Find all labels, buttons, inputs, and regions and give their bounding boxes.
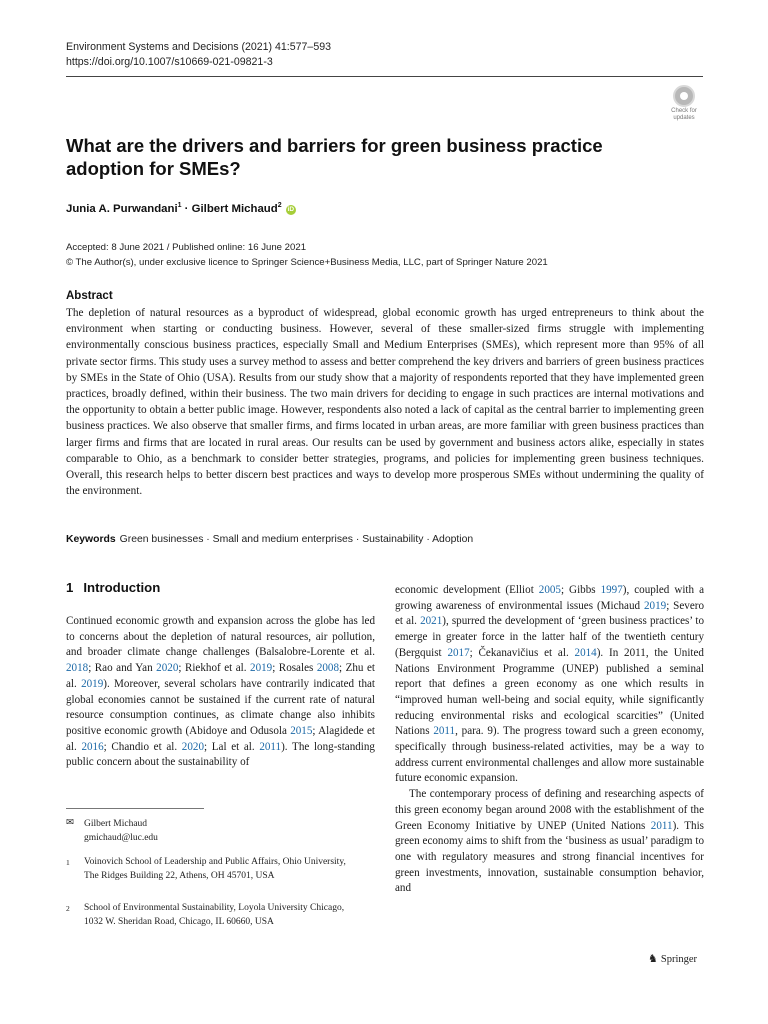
orcid-icon[interactable]: iD [287,205,295,213]
springer-horse-icon: ♞ [648,953,658,965]
intro-paragraph-1: Continued economic growth and expansion across the globe has led to concerns about the depletion of natural resources, air pollution, and broader climate change challenges (Balsalobre-Lorente et al. 2018; Rao and Yan 2020; Riekhof et al. 2019; Rosales 2008; Zhu et al. 2019). Moreover, several scholars have contrarily indicated that global economies cannot be sustained if the current rate of natural resource consumption continues, as climate change also inhibits positive economic growth (Abidoye and Odusola 2015; Alagidede et al. 2016; Chandio et al. 2020; Lal et al. 2011). The long-standing public concern about the sustainability of [66,615,375,769]
citation-link[interactable]: 2018 [66,662,89,675]
author-separator: · [181,202,192,215]
affiliation-2-text: School of Environmental Sustainability, Loyola University Chicago, 1032 W. Sheridan Road, Chicago, IL 60660, USA [84,903,345,927]
journal-citation: Environment Systems and Decisions (2021) 41:577–593 [66,41,331,53]
copyright-line: © The Author(s), under exclusive licence to Springer Science+Business Media, LLC, part of Springer Nature 2021 [66,257,548,268]
section-title: Introduction [83,580,161,595]
accepted-published: Accepted: 8 June 2021 / Published online: 16 June 2021 [66,242,307,253]
check-for-updates-badge[interactable] [664,85,704,123]
check-updates-icon [673,85,695,107]
affiliation-1 [66,856,359,883]
citation-link[interactable]: 2019 [81,677,104,690]
intro-paragraph-continued: economic development (Elliot 2005; Gibbs 1997), coupled with a growing awareness of environmental issues (Michaud 2019; Severo et al. 2021), spurred the development of ‘green business practices’ to emerge in greater force in the latter half of the twentieth century (Bergquist 2017; Čekanavičius et al. 2014). In 2011, the United Nations Environment Programme (UNEP) published a seminal report that defines a green economy as one which results in “improved human well-being and social equity, while significantly reducing environmental risks and ecological scarcities” (United Nations 2011, para. 9). The progress toward such a green economy, specifically through business-related activities, may be a way to address current environmental challenges and allow more sustainable future economic expansion. [395,584,704,785]
citation-link[interactable]: 2011 [433,725,456,738]
envelope-icon: ✉ [66,818,74,828]
right-column [395,583,704,897]
publication-dates [66,240,548,270]
citation-link[interactable]: 2005 [538,584,561,596]
affiliation-1-text: Voinovich School of Leadership and Public Affairs, Ohio University, The Ridges Building 22, Athens, OH 45701, USA [84,857,346,881]
affiliation-2 [66,902,359,929]
left-column [66,614,375,771]
affiliation-2-mark: 2 [66,904,70,913]
abstract-heading: Abstract [66,290,113,302]
footnote-divider [66,808,204,809]
article-title: What are the drivers and barriers for green business practice adoption for SMEs? [66,135,603,179]
citation-link[interactable]: 2017 [447,646,470,659]
keywords-label: Keywords [66,534,116,545]
citation-link[interactable]: 2011 [650,819,673,832]
affiliation-1-mark: 1 [66,858,70,867]
journal-header [66,40,331,70]
keywords-list: Green businesses · Small and medium enterprises · Sustainability · Adoption [119,534,474,545]
doi-link[interactable]: https://doi.org/10.1007/s10669-021-09821-3 [66,56,273,68]
abstract-text: The depletion of natural resources as a byproduct of widespread, global economic growth has urged entrepreneurs to think about the environment when starting or conducting business. However, several of these smaller-sized firms struggle with implementing environmentally conscious business practices, especially Small and Medium Enterprises (SMEs), which represent more than 95% of all private sector firms. This study uses a survey method to assess and better comprehend the key drivers and barriers of green business practices by SMEs in the State of Ohio (USA). Results from our study show that a majority of respondents reported that they have implemented green practices, broadly defined, within their business. The two main drivers for deciding to engage in such practices are internal motivations and the opportunity to obtain a better public image. However, respondents also noted a lack of capital as the central barrier to implementing green business practices. We also observe that smaller firms, and firms located in urban areas, are more familiar with green business practices than larger firms and firms that are located in rural areas. Our results can be used by government and business actors alike, especially in states comparable to Ohio, as a benchmark to consider better strategies, programs, and policies for implementing green business techniques. Overall, this research helps to better discern best practices and ways to develop more prosperous SMEs without undermining the quality of the environment. [66,307,704,498]
author-1-affiliation: 1 [177,202,182,209]
citation-link[interactable]: 2020 [181,740,204,753]
badge-line1: Check for [671,108,697,114]
author-line [66,202,296,215]
section-heading [66,580,170,595]
citation-link[interactable]: 2019 [644,599,667,612]
citation-link[interactable]: 2015 [290,724,313,737]
badge-line2: updates [673,115,695,121]
author-1[interactable]: Junia A. Purwandani [66,202,178,215]
author-2[interactable]: Gilbert Michaud [191,202,278,215]
publisher-logo [648,952,697,965]
author-2-affiliation: 2 [277,202,282,209]
citation-link[interactable]: 2008 [316,662,340,675]
citation-link[interactable]: 2016 [81,740,104,753]
contact-email[interactable]: gmichaud@luc.edu [84,832,158,843]
section-number: 1 [66,580,74,595]
citation-link[interactable]: 2011 [259,740,282,753]
intro-paragraph-2: The contemporary process of defining and researching aspects of this green economy began around 2008 with the establishment of the Green Economy Initiative by UNEP (United Nations 2011). This green economy aims to shift from the ‘business as usual’ paradigm to one with regulatory measures and strong financial incentives for green investments, innovation, sustainable consumption behavior, and [395,788,704,895]
corresponding-author [66,818,359,845]
keywords [66,534,473,545]
header-divider [66,76,703,77]
citation-link[interactable]: 1997 [600,584,623,596]
citation-link[interactable]: 2021 [420,615,443,628]
contact-name: Gilbert Michaud [84,819,148,829]
publisher-name: Springer [660,954,698,965]
citation-link[interactable]: 2019 [250,662,273,675]
citation-link[interactable]: 2014 [574,646,597,659]
citation-link[interactable]: 2020 [156,662,179,675]
